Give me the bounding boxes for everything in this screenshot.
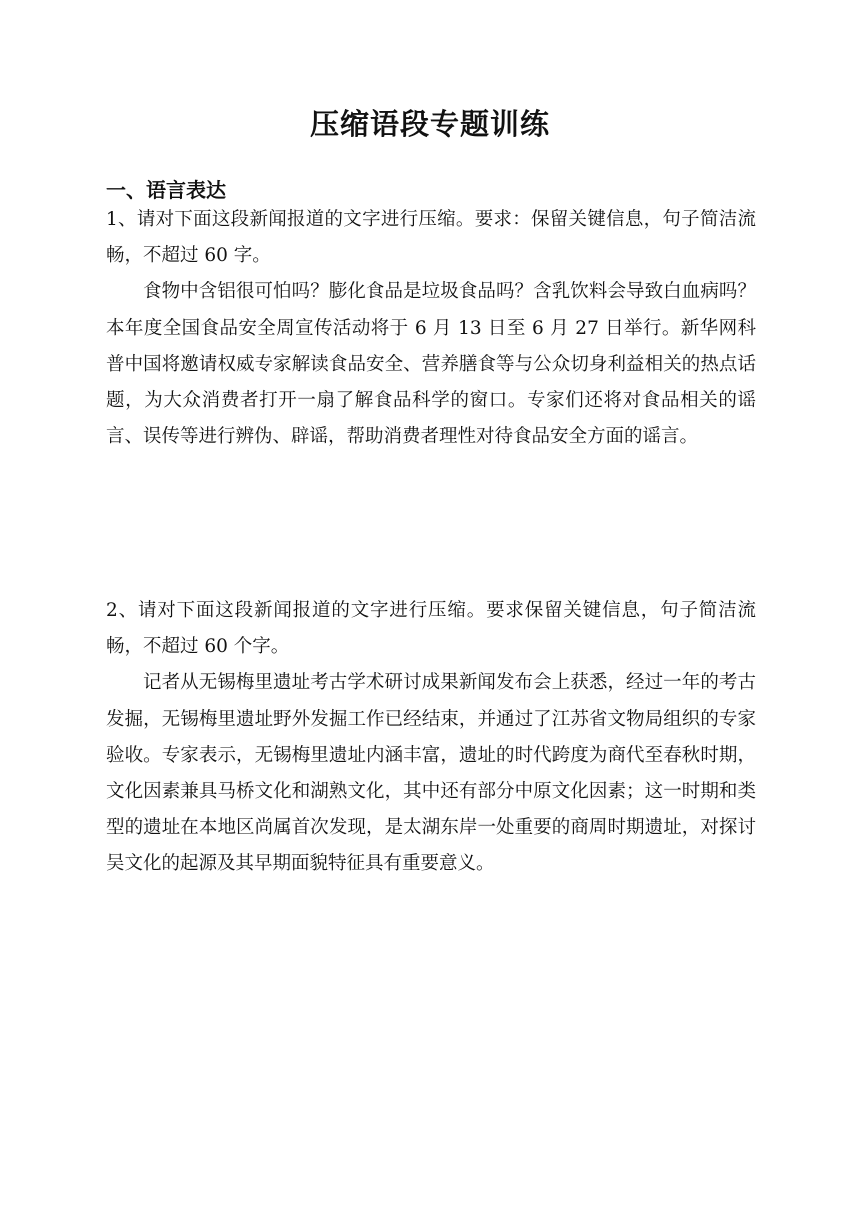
question-2-passage: 记者从无锡梅里遗址考古学术研讨成果新闻发布会上获悉，经过一年的考古发掘，无锡梅里遗址野外发掘工作已经结束，并通过了江苏省文物局组织的专家验收。专家表示，无锡梅里遗址内涵丰富，遗址的时代跨度为商代至春秋时期，文化因素兼具马桥文化和湖熟文化，其中还有部分中原文化因素；这一时期和类型的遗址在本地区尚属首次发现，是太湖东岸一处重要的商周时期遗址，对探讨吴文化的起源及其早期面貌特征具有重要意义。 xyxy=(106,672,756,875)
section-heading: 一、语言表达 xyxy=(106,178,226,202)
question-1 xyxy=(106,202,756,455)
question-1-passage: 食物中含铝很可怕吗？膨化食品是垃圾食品吗？含乳饮料会导致白血病吗？本年度全国食品安全周宣传活动将于 6 月 13 日至 6 月 27 日举行。新华网科普中国将邀请权威专家解读食品安全、营养膳食等与公众切身利益相关的热点话题，为大众消费者打开一扇了解食品科学的窗口。专家们还将对食品相关的谣言、误传等进行辨伪、辟谣，帮助消费者理性对待食品安全方面的谣言。 xyxy=(106,281,756,448)
question-1-prompt: 1、请对下面这段新闻报道的文字进行压缩。要求：保留关键信息，句子简洁流畅，不超过 60 字。 xyxy=(106,209,756,267)
question-2-prompt: 2、请对下面这段新闻报道的文字进行压缩。要求保留关键信息，句子简洁流畅，不超过 60 个字。 xyxy=(106,600,756,658)
document-title: 压缩语段专题训练 xyxy=(309,107,550,141)
question-2 xyxy=(106,593,756,883)
